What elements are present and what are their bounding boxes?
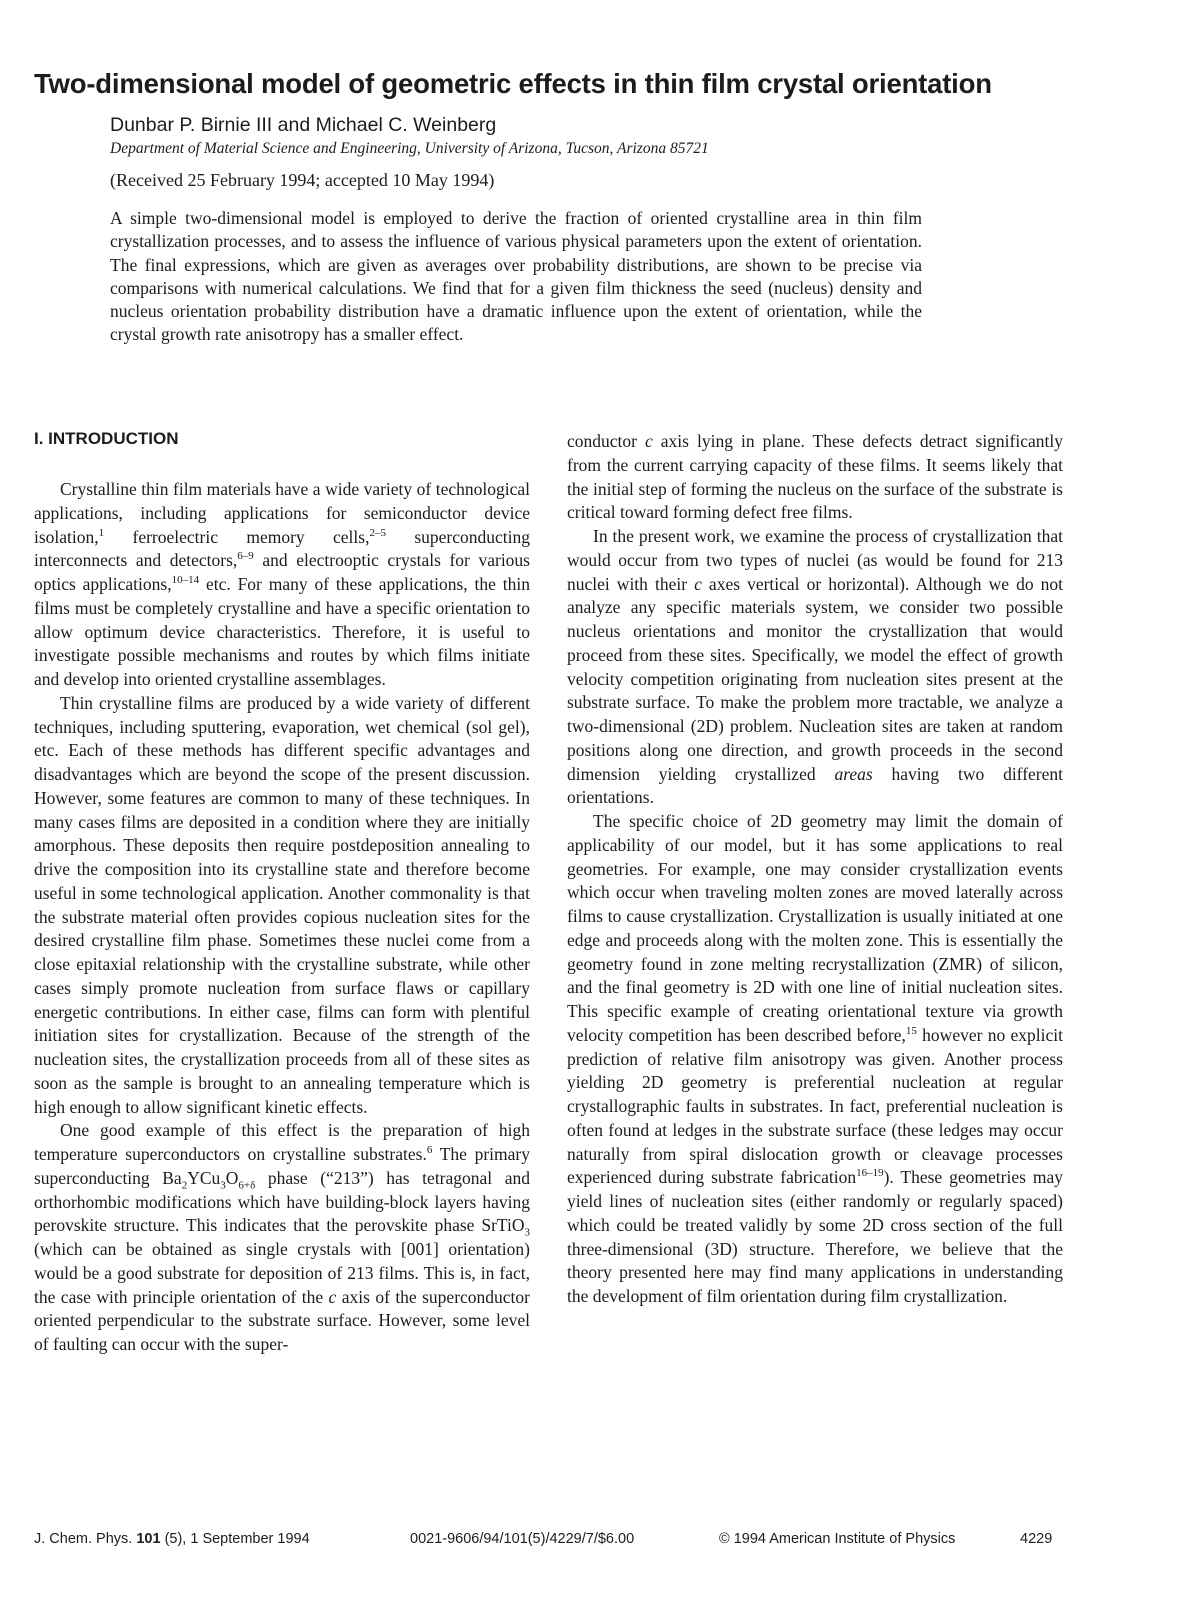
- footer-code: 0021-9606/94/101(5)/4229/7/$6.00: [410, 1531, 635, 1547]
- paragraph-6: The specific choice of 2D geometry may limit the domain of applicability of our model, but it has some applications to real geometries. For example, one may consider crystallization events which occur when traveling molten zones are moved laterally across films to cause crystallization. Crystallization is usually initiated at one edge and proceeds along with the molten zone. This is essentially the geometry found in zone melting recrystallization (ZMR) of silicon, and the final geometry is 2D with one line of initial nucleation sites. This specific example of creating orientational texture via growth velocity competition has been described before,$^{15}$ however no explicit prediction of relative film anisotropy was given. Another process yielding 2D geometry is preferential nucleation at regular crystallographic faults in substrates. In fact, preferential nucleation is often found at ledges in the substrate surface (these ledges may occur naturally from spiral dislocation growth or cleavage processes experienced during substrate fabrication$^{16-19}$). These geometries may yield lines of nucleation sites (either randomly or regularly spaced) which could be treated validly by some 2D cross section of the full three-dimensional (3D) structure. Therefore, we believe that the theory presented here may find many applications in understanding the development of film orientation during film crystallization.: [567, 811, 1064, 1306]
- section-heading: I. INTRODUCTION: [34, 429, 179, 448]
- footer-volume: 101: [136, 1531, 161, 1547]
- paper-title: Two-dimensional model of geometric effects in thin film crystal orientation: [34, 68, 992, 99]
- paragraph-2: Thin crystalline films are produced by a wide variety of different techniques, including sputtering, evaporation, wet chemical (sol gel), etc. Each of these methods has different specific advantages and disadvantages which are beyond the scope of the present discussion. However, some features are common to many of these techniques. In many cases films are deposited in a condition where they are initially amorphous. These deposits then require postdeposition annealing to drive the composition into its crystalline state and therefore become useful in some technological application. Another commonality is that the substrate material often provides copious nucleation sites for the desired crystalline film phase. Sometimes these nuclei come from a close epitaxial relationship with the crystalline substrate, while other cases simply promote nucleation from surface flaws or capillary energetic contributions. In either case, films can form with plentiful initiation sites for crystallization. Because of the strength of the nucleation sites, the crystallization proceeds from all of these sites as soon as the sample is brought to an annealing temperature which is high enough to allow significant kinetic effects.: [34, 692, 530, 1117]
- left-column: [34, 428, 530, 1357]
- authors: Dunbar P. Birnie III and Michael C. Weinberg: [110, 114, 497, 136]
- paragraph-1: Crystalline thin film materials have a wide variety of technological applications, including applications for semiconductor device isolation,$^1$ ferroelectric memory cells,$^{2-5}$ superconducting interconnects and detectors,$^{6-9}$ and electrooptic crystals for various optics applications,$^{10-14}$ etc. For many of these applications, the thin films must be completely crystalline and have a specific orientation to allow optimum device characteristics. Therefore, it is useful to investigate possible mechanisms and routes by which films initiate and develop into oriented crystalline assemblages.: [34, 479, 531, 689]
- footer-copyright: © 1994 American Institute of Physics: [719, 1531, 956, 1547]
- paragraph-3: One good example of this effect is the preparation of high temperature superconductors on crystalline substrates.$^6$ The primary superconducting $Ba_2YCu_3O_{6+\delta}$ phase (“213”) has tetragonal and orthorhombic modifications which have building-block layers having perovskite structure. This indicates that the perovskite phase SrTiO$_3$ (which can be obtained as single crystals with [001] orientation) would be a good substrate for deposition of 213 films. This is, in fact, the case with principle orientation of the c axis of the superconductor oriented perpendicular to the substrate surface. However, some level of faulting can occur with the super-: [34, 1120, 530, 1354]
- received-date: (Received 25 February 1994; accepted 10 May 1994): [110, 170, 495, 190]
- affiliation: Department of Material Science and Engineering, University of Arizona, Tucson, Arizona 85721: [110, 140, 709, 157]
- right-column: [567, 430, 1063, 1309]
- abstract: A simple two-dimensional model is employed to derive the fraction of oriented crystalline area in thin film crystallization processes, and to assess the influence of various physical parameters upon the extent of orientation. The final expressions, which are given as averages over probability distributions, are shown to be precise via comparisons with numerical calculations. We find that for a given film thickness the seed (nucleus) density and nucleus orientation probability distribution have a dramatic influence upon the extent of orientation, while the crystal growth rate anisotropy has a smaller effect.: [110, 208, 922, 345]
- paragraph-5: In the present work, we examine the process of crystallization that would occur from two types of nuclei (as would be found for 213 nuclei with their c axes vertical or horizontal). Although we do not analyze any specific materials system, we consider two possible nucleus orientations and monitor the crystallization that would proceed from these sites. Specifically, we model the effect of growth velocity competition originating from nucleation sites present at the substrate surface. To make the problem more tractable, we analyze a two-dimensional (2D) problem. Nucleation sites are taken at random positions along one direction, and growth proceeds in the second dimension yielding crystallized areas having two different orientations.: [567, 526, 1063, 808]
- paragraph-4: conductor c axis lying in plane. These defects detract significantly from the current carrying capacity of these films. It seems likely that the initial step of forming the nucleus on the surface of the substrate is critical toward forming defect free films.: [567, 431, 1063, 523]
- footer-journal: J. Chem. Phys. 101 (5), 1 September 1994: [34, 1531, 310, 1547]
- footer-page-number: 4229: [1020, 1531, 1053, 1547]
